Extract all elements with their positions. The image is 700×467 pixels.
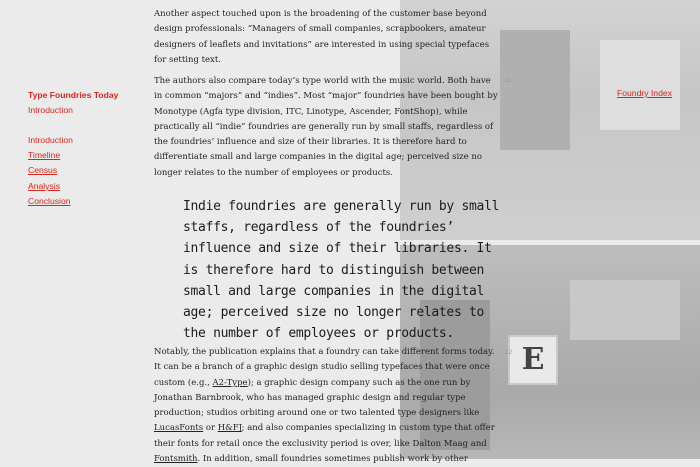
paragraph-number-12: 12 bbox=[505, 349, 513, 356]
photo-sign: E bbox=[508, 335, 558, 385]
nav-subtitle[interactable]: Introduction bbox=[28, 105, 73, 115]
chapter-nav bbox=[28, 88, 118, 209]
photo-window-lower bbox=[570, 280, 680, 340]
toc-item-census[interactable]: Census bbox=[28, 165, 58, 176]
lucasfonts-link[interactable]: LucasFonts bbox=[154, 423, 204, 434]
a2-type-link[interactable]: A2-Type bbox=[212, 377, 248, 388]
paragraph-3-text: . In addition, small foundries sometimes publish work by other bbox=[197, 454, 468, 465]
nav-title[interactable]: Type Foundries Today bbox=[28, 90, 119, 100]
pull-quote: Indie foundries are generally run by small staffs, regardless of the foundries’ influence and size of their libraries. It is therefore hard to distinguish between small and large companies in the digital age; perceived size no longer relates to the number of employees or products. bbox=[183, 199, 500, 342]
photo-shelf bbox=[500, 30, 570, 150]
toc-list bbox=[28, 133, 118, 209]
fontsmith-link[interactable]: Fontsmith bbox=[154, 454, 198, 465]
photo-window bbox=[600, 40, 680, 130]
paragraph-3-text: Notably, the publication explains that a foundry can take different forms today. It can be a branch of a graphic design studio selling typefaces that were once custom (e.g., bbox=[154, 347, 495, 388]
paragraph-2: The authors also compare today’s type world with the music world. Both have in common “majors” and “indies”. Most “major” foundries have been bought by Monotype (Agfa type division, ITC, Linotype, Ascender, FontShop), while practically all “indie” foundries are generally run by small staffs, regardless of the foundries’ influence and size of their libraries. It is therefore hard to differentiate small and large companies in the digital age; perceived size no longer relates to the number of employees or products. bbox=[154, 76, 498, 178]
paragraph-3 bbox=[154, 345, 499, 467]
paragraph-number-11: 11 bbox=[505, 77, 512, 84]
toc-item-analysis[interactable]: Analysis bbox=[28, 180, 60, 191]
side-nav bbox=[617, 88, 672, 98]
paragraph-3-text: or bbox=[203, 423, 218, 434]
foundry-index-link[interactable]: Foundry Index bbox=[617, 88, 672, 98]
paragraph-3-text: ); a graphic design company such as the one run by Jonathan Barnbrook, who has managed graphic design and regular type production; studios orbiting around one or two talented type designers like bbox=[154, 377, 480, 419]
paragraph-3-text: ; and also companies specializing in custom type that offer their fonts for retail once the exclusivity period is over, like Dalton Maag and bbox=[154, 423, 495, 449]
toc-item-timeline[interactable]: Timeline bbox=[28, 150, 61, 161]
toc-item-introduction[interactable]: Introduction bbox=[28, 135, 73, 145]
paragraph-1: Another aspect touched upon is the broadening of the customer base beyond design professionals: “Managers of small companies, scrapbookers, amateur designers of leaflets and invitations” are interested in using special typefaces for setting text. bbox=[154, 9, 490, 65]
hfj-link[interactable]: H&FJ bbox=[217, 423, 242, 434]
toc-item-conclusion[interactable]: Conclusion bbox=[28, 195, 71, 206]
